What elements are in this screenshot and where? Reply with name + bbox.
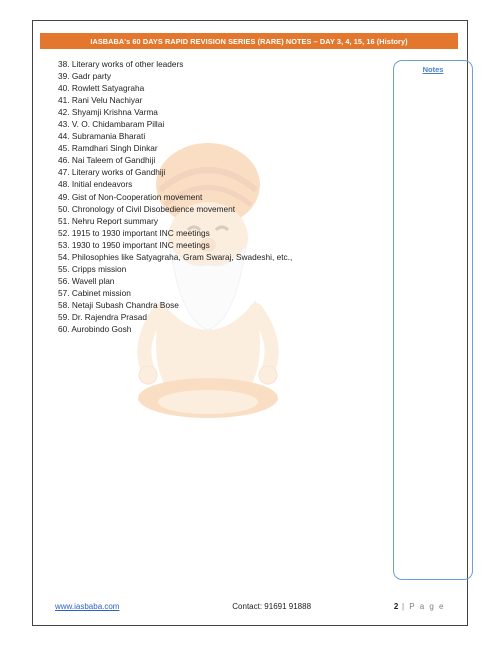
list-item: 48. Initial endeavors	[58, 179, 133, 190]
list-item: 55. Cripps mission	[58, 263, 127, 274]
list-item: 59. Dr. Rajendra Prasad	[58, 311, 148, 322]
list-item: 54. Philosophies like Satyagraha, Gram Swaraj, Swadeshi, etc.,	[58, 251, 293, 262]
website-link[interactable]: www.iasbaba.com	[55, 602, 120, 611]
page-indicator	[394, 602, 445, 611]
list-item: 47. Literary works of Gandhiji	[58, 167, 166, 178]
footer	[55, 602, 445, 611]
list-item: 38. Literary works of other leaders	[58, 59, 184, 69]
list-item: 39. Gadr party	[58, 71, 112, 82]
list-item: 56. Wavell plan	[58, 275, 115, 286]
list-item: 44. Subramania Bharati	[58, 131, 146, 142]
list-item: 41. Rani Velu Nachiyar	[58, 95, 143, 106]
list-item: 58. Netaji Subash Chandra Bose	[58, 299, 179, 310]
notes-label: Notes	[422, 65, 444, 74]
notes-box[interactable]	[393, 60, 473, 580]
list-item: 57. Cabinet mission	[58, 287, 131, 298]
list-item: 42. Shyamji Krishna Varma	[58, 107, 158, 118]
header-title: IASBABA's 60 DAYS RAPID REVISION SERIES (RARE) NOTES – DAY 3, 4, 15, 16 (History)	[90, 36, 408, 46]
page-label: | P a g e	[398, 602, 445, 611]
list-item: 46. Nai Taleem of Gandhiji	[58, 155, 156, 166]
topic-list	[58, 58, 292, 335]
list-item: 50. Chronology of Civil Disobedience movement	[58, 203, 236, 214]
list-item: 60. Aurobindo Gosh	[58, 324, 132, 335]
contact-text: Contact: 91691 91888	[232, 602, 312, 611]
list-item: 45. Ramdhari Singh Dinkar	[58, 143, 158, 154]
page-number: 2	[393, 602, 399, 611]
list-item: 53. 1930 to 1950 important INC meetings	[58, 239, 210, 250]
list-item: 40. Rowlett Satyagraha	[58, 83, 145, 94]
list-item: 43. V. O. Chidambaram Pillai	[58, 119, 165, 130]
list-item: 49. Gist of Non-Cooperation movement	[58, 191, 203, 202]
list-item: 52. 1915 to 1930 important INC meetings	[58, 227, 210, 238]
list-item: 51. Nehru Report summary	[58, 215, 159, 226]
header-bar	[40, 33, 458, 49]
